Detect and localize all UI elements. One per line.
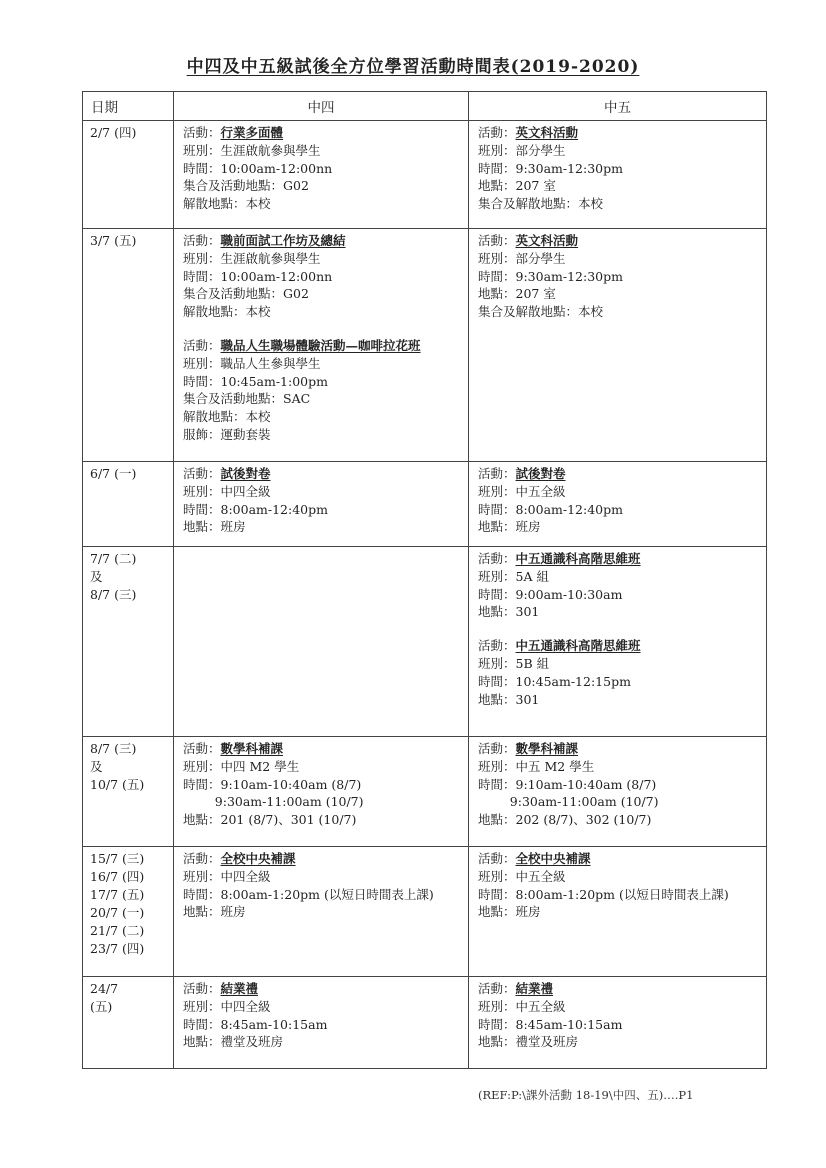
detail-line: 地點：202 (8/7)、302 (10/7) xyxy=(478,812,652,828)
activity-name: 行業多面體 xyxy=(220,125,284,140)
detail-line: 時間：9:10am-10:40am (8/7) xyxy=(478,776,657,792)
activity-line xyxy=(478,465,766,483)
detail-line: 時間：10:00am-12:00nn xyxy=(183,268,333,284)
detail-line: 班別：部分學生 xyxy=(478,250,566,266)
date-line: 15/7 (三) xyxy=(90,851,145,866)
s5-cell xyxy=(469,462,767,547)
activity-prefix: 活動： xyxy=(183,851,221,866)
activity-prefix: 活動： xyxy=(478,851,516,866)
detail-line: 地點：班房 xyxy=(478,904,541,920)
date-line: 24/7 xyxy=(90,981,119,996)
detail-line: 班別：生涯啟航參與學生 xyxy=(183,250,321,266)
s5-cell xyxy=(469,229,767,462)
detail-line: 服飾：運動套裝 xyxy=(183,426,271,442)
detail-line: 班別：職品人生參與學生 xyxy=(183,355,321,371)
detail-line: 地點：301 xyxy=(478,691,540,707)
table-row xyxy=(83,977,767,1069)
activity-name: 職品人生職場體驗活動—咖啡拉花班 xyxy=(220,337,421,353)
date-line: 及 xyxy=(90,759,103,774)
s5-cell xyxy=(469,121,767,229)
detail-line: 集合及解散地點：本校 xyxy=(478,196,604,212)
table-row xyxy=(83,462,767,547)
table-row xyxy=(83,847,767,977)
detail-line: 地點：班房 xyxy=(183,904,246,920)
activity-line xyxy=(183,740,468,758)
activity-block xyxy=(478,637,766,708)
s5-cell xyxy=(469,847,767,977)
activity-name: 結業禮 xyxy=(515,981,554,996)
activity-block xyxy=(478,550,766,621)
activity-line xyxy=(183,232,468,250)
detail-line: 班別：生涯啟航參與學生 xyxy=(183,142,321,158)
activity-name: 試後對卷 xyxy=(515,466,566,481)
page-title: 中四及中五級試後全方位學習活動時間表(2019-2020) xyxy=(186,57,640,77)
activity-block xyxy=(478,232,766,321)
activity-name: 試後對卷 xyxy=(220,466,271,481)
detail-line: 集合及解散地點：本校 xyxy=(478,304,604,320)
s4-cell xyxy=(174,737,469,847)
date-line: 6/7 (一) xyxy=(90,466,137,481)
activity-line xyxy=(183,465,468,483)
detail-line: 時間：8:00am-1:20pm (以短日時間表上課) xyxy=(183,886,434,902)
activity-block xyxy=(478,124,766,213)
activity-line xyxy=(183,980,468,998)
activity-block xyxy=(183,232,468,321)
s5-cell xyxy=(469,547,767,737)
activity-line xyxy=(183,850,468,868)
activity-line xyxy=(478,637,766,655)
detail-line: 地點：禮堂及班房 xyxy=(478,1034,579,1050)
detail-line: 時間：8:00am-1:20pm (以短日時間表上課) xyxy=(478,886,729,902)
detail-line: 時間：8:00am-12:40pm xyxy=(478,501,623,517)
date-line: 8/7 (三) xyxy=(90,741,137,756)
detail-line: 9:30am-11:00am (10/7) xyxy=(478,794,659,810)
activity-prefix: 活動： xyxy=(478,466,516,481)
detail-line: 解散地點：本校 xyxy=(183,409,271,425)
s4-cell xyxy=(174,462,469,547)
activity-name: 中五通識科高階思維班 xyxy=(515,551,641,566)
detail-line: 地點：班房 xyxy=(183,519,246,535)
date-line: 7/7 (二) xyxy=(90,551,137,566)
date-line: 16/7 (四) xyxy=(90,869,145,884)
detail-line: 班別：中四全級 xyxy=(183,998,271,1014)
date-line: 3/7 (五) xyxy=(90,233,137,248)
detail-line: 班別：中四 M2 學生 xyxy=(183,758,300,774)
activity-prefix: 活動： xyxy=(478,981,516,996)
date-line: 21/7 (二) xyxy=(90,923,145,938)
activity-block xyxy=(183,850,468,921)
detail-line: 地點：201 (8/7)、301 (10/7) xyxy=(183,812,357,828)
detail-line: 時間：9:00am-10:30am xyxy=(478,586,623,602)
detail-line: 班別：5B 組 xyxy=(478,655,550,671)
activity-name: 數學科補課 xyxy=(515,741,579,756)
activity-block xyxy=(478,465,766,536)
date-line: 17/7 (五) xyxy=(90,887,145,902)
activity-name: 全校中央補課 xyxy=(515,851,591,866)
footer-reference: (REF:P:\課外活動 18-19\中四、五)….P1 xyxy=(478,1088,694,1102)
header-s4: 中四 xyxy=(174,92,469,121)
activity-block xyxy=(478,740,766,829)
activity-line xyxy=(478,850,766,868)
date-cell xyxy=(83,229,174,462)
s4-cell xyxy=(174,547,469,737)
detail-line: 時間：8:45am-10:15am xyxy=(478,1016,623,1032)
detail-line: 班別：中五全級 xyxy=(478,868,566,884)
date-line: 20/7 (一) xyxy=(90,905,145,920)
date-cell xyxy=(83,737,174,847)
activity-prefix: 活動： xyxy=(183,741,221,756)
detail-line: 9:30am-11:00am (10/7) xyxy=(183,794,364,810)
detail-line: 時間：9:30am-12:30pm xyxy=(478,160,623,176)
detail-line: 地點：207 室 xyxy=(478,178,556,194)
s4-cell xyxy=(174,977,469,1069)
s4-cell xyxy=(174,121,469,229)
activity-line xyxy=(478,980,766,998)
detail-line: 集合及活動地點：G02 xyxy=(183,286,309,302)
date-cell xyxy=(83,977,174,1069)
header-date: 日期 xyxy=(83,92,174,121)
detail-line: 班別：中五全級 xyxy=(478,483,566,499)
s4-cell xyxy=(174,847,469,977)
s5-cell xyxy=(469,977,767,1069)
activity-name: 英文科活動 xyxy=(515,125,579,140)
detail-line: 時間：9:30am-12:30pm xyxy=(478,268,623,284)
table-row xyxy=(83,737,767,847)
table-row xyxy=(83,121,767,229)
detail-line: 班別：5A 組 xyxy=(478,568,549,584)
activity-prefix: 活動： xyxy=(183,125,221,140)
date-line: 8/7 (三) xyxy=(90,587,137,602)
header-s5: 中五 xyxy=(469,92,767,121)
activity-name: 英文科活動 xyxy=(515,233,579,248)
date-line: 10/7 (五) xyxy=(90,777,145,792)
activity-prefix: 活動： xyxy=(183,466,221,481)
activity-prefix: 活動： xyxy=(478,741,516,756)
detail-line: 解散地點：本校 xyxy=(183,304,271,320)
detail-line: 集合及活動地點：G02 xyxy=(183,178,309,194)
date-line: 及 xyxy=(90,569,103,584)
activity-block xyxy=(183,740,468,829)
detail-line: 集合及活動地點：SAC xyxy=(183,391,311,407)
detail-line: 班別：中五全級 xyxy=(478,998,566,1014)
detail-line: 地點：禮堂及班房 xyxy=(183,1034,284,1050)
date-cell xyxy=(83,847,174,977)
activity-line xyxy=(478,740,766,758)
activity-prefix: 活動： xyxy=(183,233,221,248)
s4-cell xyxy=(174,229,469,462)
activity-line xyxy=(478,232,766,250)
activity-line xyxy=(183,124,468,142)
date-cell xyxy=(83,547,174,737)
activity-prefix: 活動： xyxy=(478,125,516,140)
date-line: 23/7 (四) xyxy=(90,941,145,956)
detail-line: 時間：10:00am-12:00nn xyxy=(183,160,333,176)
detail-line: 時間：9:10am-10:40am (8/7) xyxy=(183,776,362,792)
activity-prefix: 活動： xyxy=(478,233,516,248)
activity-prefix: 活動： xyxy=(183,337,221,353)
activity-name: 中五通識科高階思維班 xyxy=(515,638,641,654)
detail-line: 地點：301 xyxy=(478,604,540,620)
activity-block xyxy=(183,465,468,536)
header-row xyxy=(83,92,767,121)
activity-block xyxy=(183,337,468,444)
activity-name: 全校中央補課 xyxy=(220,851,296,866)
date-line: 2/7 (四) xyxy=(90,125,137,140)
date-cell xyxy=(83,462,174,547)
activity-prefix: 活動： xyxy=(478,551,516,566)
detail-line: 時間：10:45am-1:00pm xyxy=(183,373,328,389)
date-cell xyxy=(83,121,174,229)
schedule-table xyxy=(82,91,767,1069)
table-row xyxy=(83,547,767,737)
activity-line xyxy=(478,124,766,142)
detail-line: 地點：班房 xyxy=(478,519,541,535)
detail-line: 時間：8:00am-12:40pm xyxy=(183,501,328,517)
s5-cell xyxy=(469,737,767,847)
detail-line: 班別：中四全級 xyxy=(183,483,271,499)
detail-line: 地點：207 室 xyxy=(478,286,556,302)
table-row xyxy=(83,229,767,462)
activity-name: 數學科補課 xyxy=(220,741,284,756)
activity-name: 職前面試工作坊及總結 xyxy=(220,233,346,248)
activity-prefix: 活動： xyxy=(183,981,221,996)
detail-line: 班別：中五 M2 學生 xyxy=(478,758,595,774)
detail-line: 時間：10:45am-12:15pm xyxy=(478,673,631,689)
detail-line: 解散地點：本校 xyxy=(183,196,271,212)
activity-block xyxy=(183,124,468,213)
activity-line xyxy=(183,337,468,355)
activity-name: 結業禮 xyxy=(220,981,259,996)
detail-line: 班別：中四全級 xyxy=(183,868,271,884)
activity-block xyxy=(183,980,468,1051)
activity-block xyxy=(478,980,766,1051)
date-line: (五) xyxy=(90,999,113,1014)
activity-prefix: 活動： xyxy=(478,638,516,654)
activity-line xyxy=(478,550,766,568)
detail-line: 時間：8:45am-10:15am xyxy=(183,1016,328,1032)
activity-block xyxy=(478,850,766,921)
detail-line: 班別：部分學生 xyxy=(478,142,566,158)
